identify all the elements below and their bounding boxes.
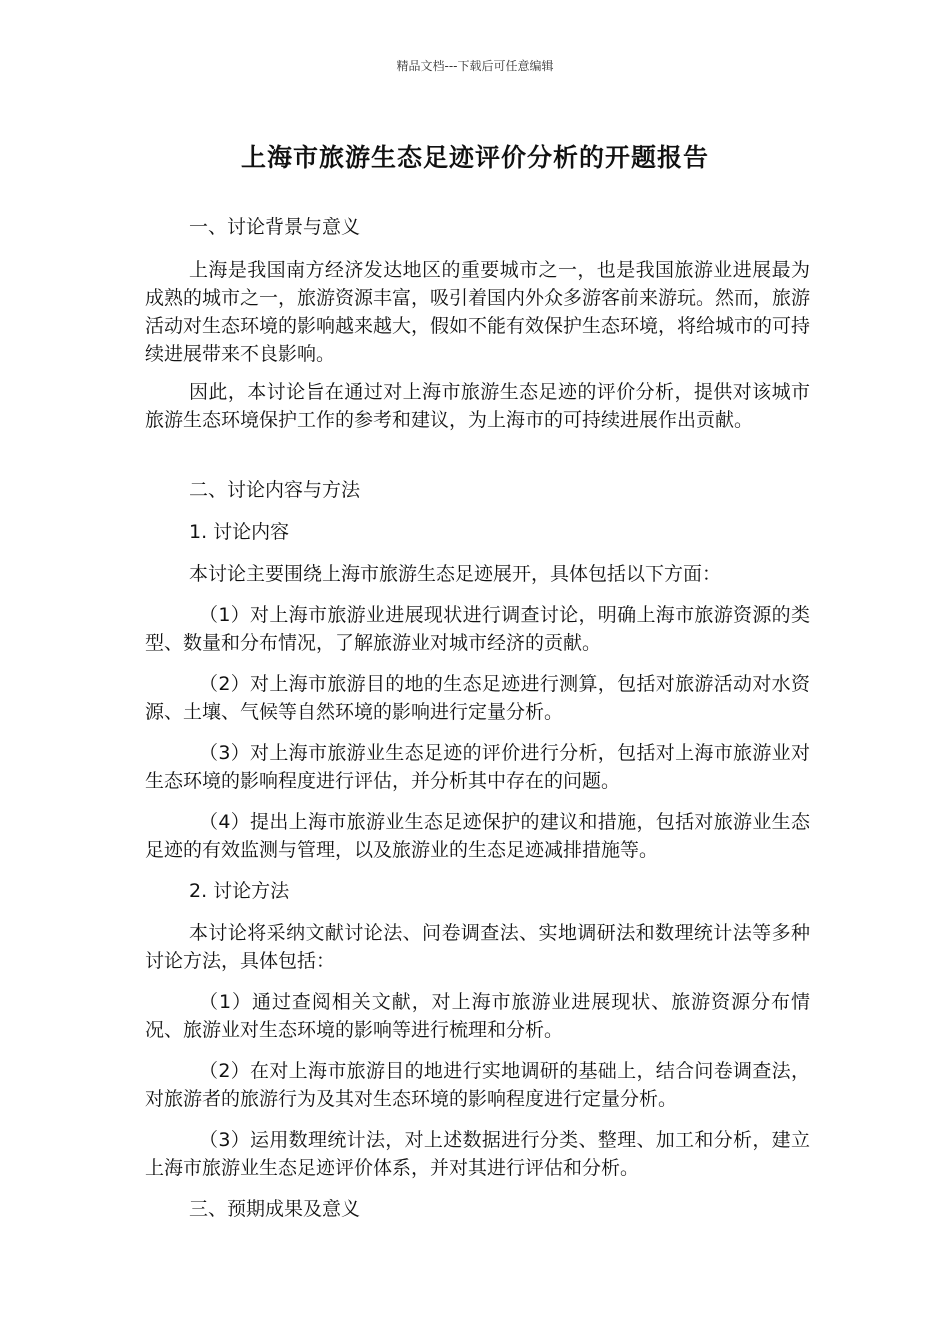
section-1-heading: 一、讨论背景与意义 xyxy=(189,216,361,238)
document-title: 上海市旅游生态足迹评价分析的开题报告 xyxy=(240,143,709,172)
content-item-3: （3）对上海市旅游业生态足迹的评价进行分析，包括对上海市旅游业对生态环境的影响程度进行评估，并分析其中存在的问题。 xyxy=(145,742,810,792)
section-2-heading: 二、讨论内容与方法 xyxy=(189,479,361,501)
method-intro-paragraph: 本讨论将采纳文献讨论法、问卷调查法、实地调研法和数理统计法等多种讨论方法，具体包括： xyxy=(145,922,810,972)
content-item-2: （2）对上海市旅游目的地的生态足迹进行测算，包括对旅游活动对水资源、土壤、气候等自然环境的影响进行定量分析。 xyxy=(145,673,810,723)
subsection-content-heading: 1. 讨论内容 xyxy=(189,521,290,543)
subsection-method-heading: 2. 讨论方法 xyxy=(189,880,290,902)
content-intro-paragraph: 本讨论主要围绕上海市旅游生态足迹展开，具体包括以下方面： xyxy=(189,563,722,585)
header-note: 精品文档---下载后可任意编辑 xyxy=(396,59,554,73)
method-item-2: （2）在对上海市旅游目的地进行实地调研的基础上，结合问卷调查法，对旅游者的旅游行为及其对生态环境的影响程度进行定量分析。 xyxy=(145,1060,810,1110)
method-item-1: （1）通过查阅相关文献，对上海市旅游业进展现状、旅游资源分布情况、旅游业对生态环境的影响等进行梳理和分析。 xyxy=(145,991,810,1041)
section-3-heading: 三、预期成果及意义 xyxy=(189,1198,361,1220)
section-1-paragraph-1: 上海是我国南方经济发达地区的重要城市之一，也是我国旅游业进展最为成熟的城市之一，旅游资源丰富，吸引着国内外众多游客前来游玩。然而，旅游活动对生态环境的影响越来越大，假如不能有效保护生态环境，将给城市的可持续进展带来不良影响。 xyxy=(145,259,811,365)
content-item-1: （1）对上海市旅游业进展现状进行调查讨论，明确上海市旅游资源的类型、数量和分布情况，了解旅游业对城市经济的贡献。 xyxy=(145,604,810,654)
section-1-paragraph-2: 因此，本讨论旨在通过对上海市旅游生态足迹的评价分析，提供对该城市旅游生态环境保护工作的参考和建议，为上海市的可持续进展作出贡献。 xyxy=(145,381,810,431)
content-item-4: （4）提出上海市旅游业生态足迹保护的建议和措施，包括对旅游业生态足迹的有效监测与管理，以及旅游业的生态足迹减排措施等。 xyxy=(145,811,810,861)
method-item-3: （3）运用数理统计法，对上述数据进行分类、整理、加工和分析，建立上海市旅游业生态足迹评价体系，并对其进行评估和分析。 xyxy=(145,1129,810,1179)
